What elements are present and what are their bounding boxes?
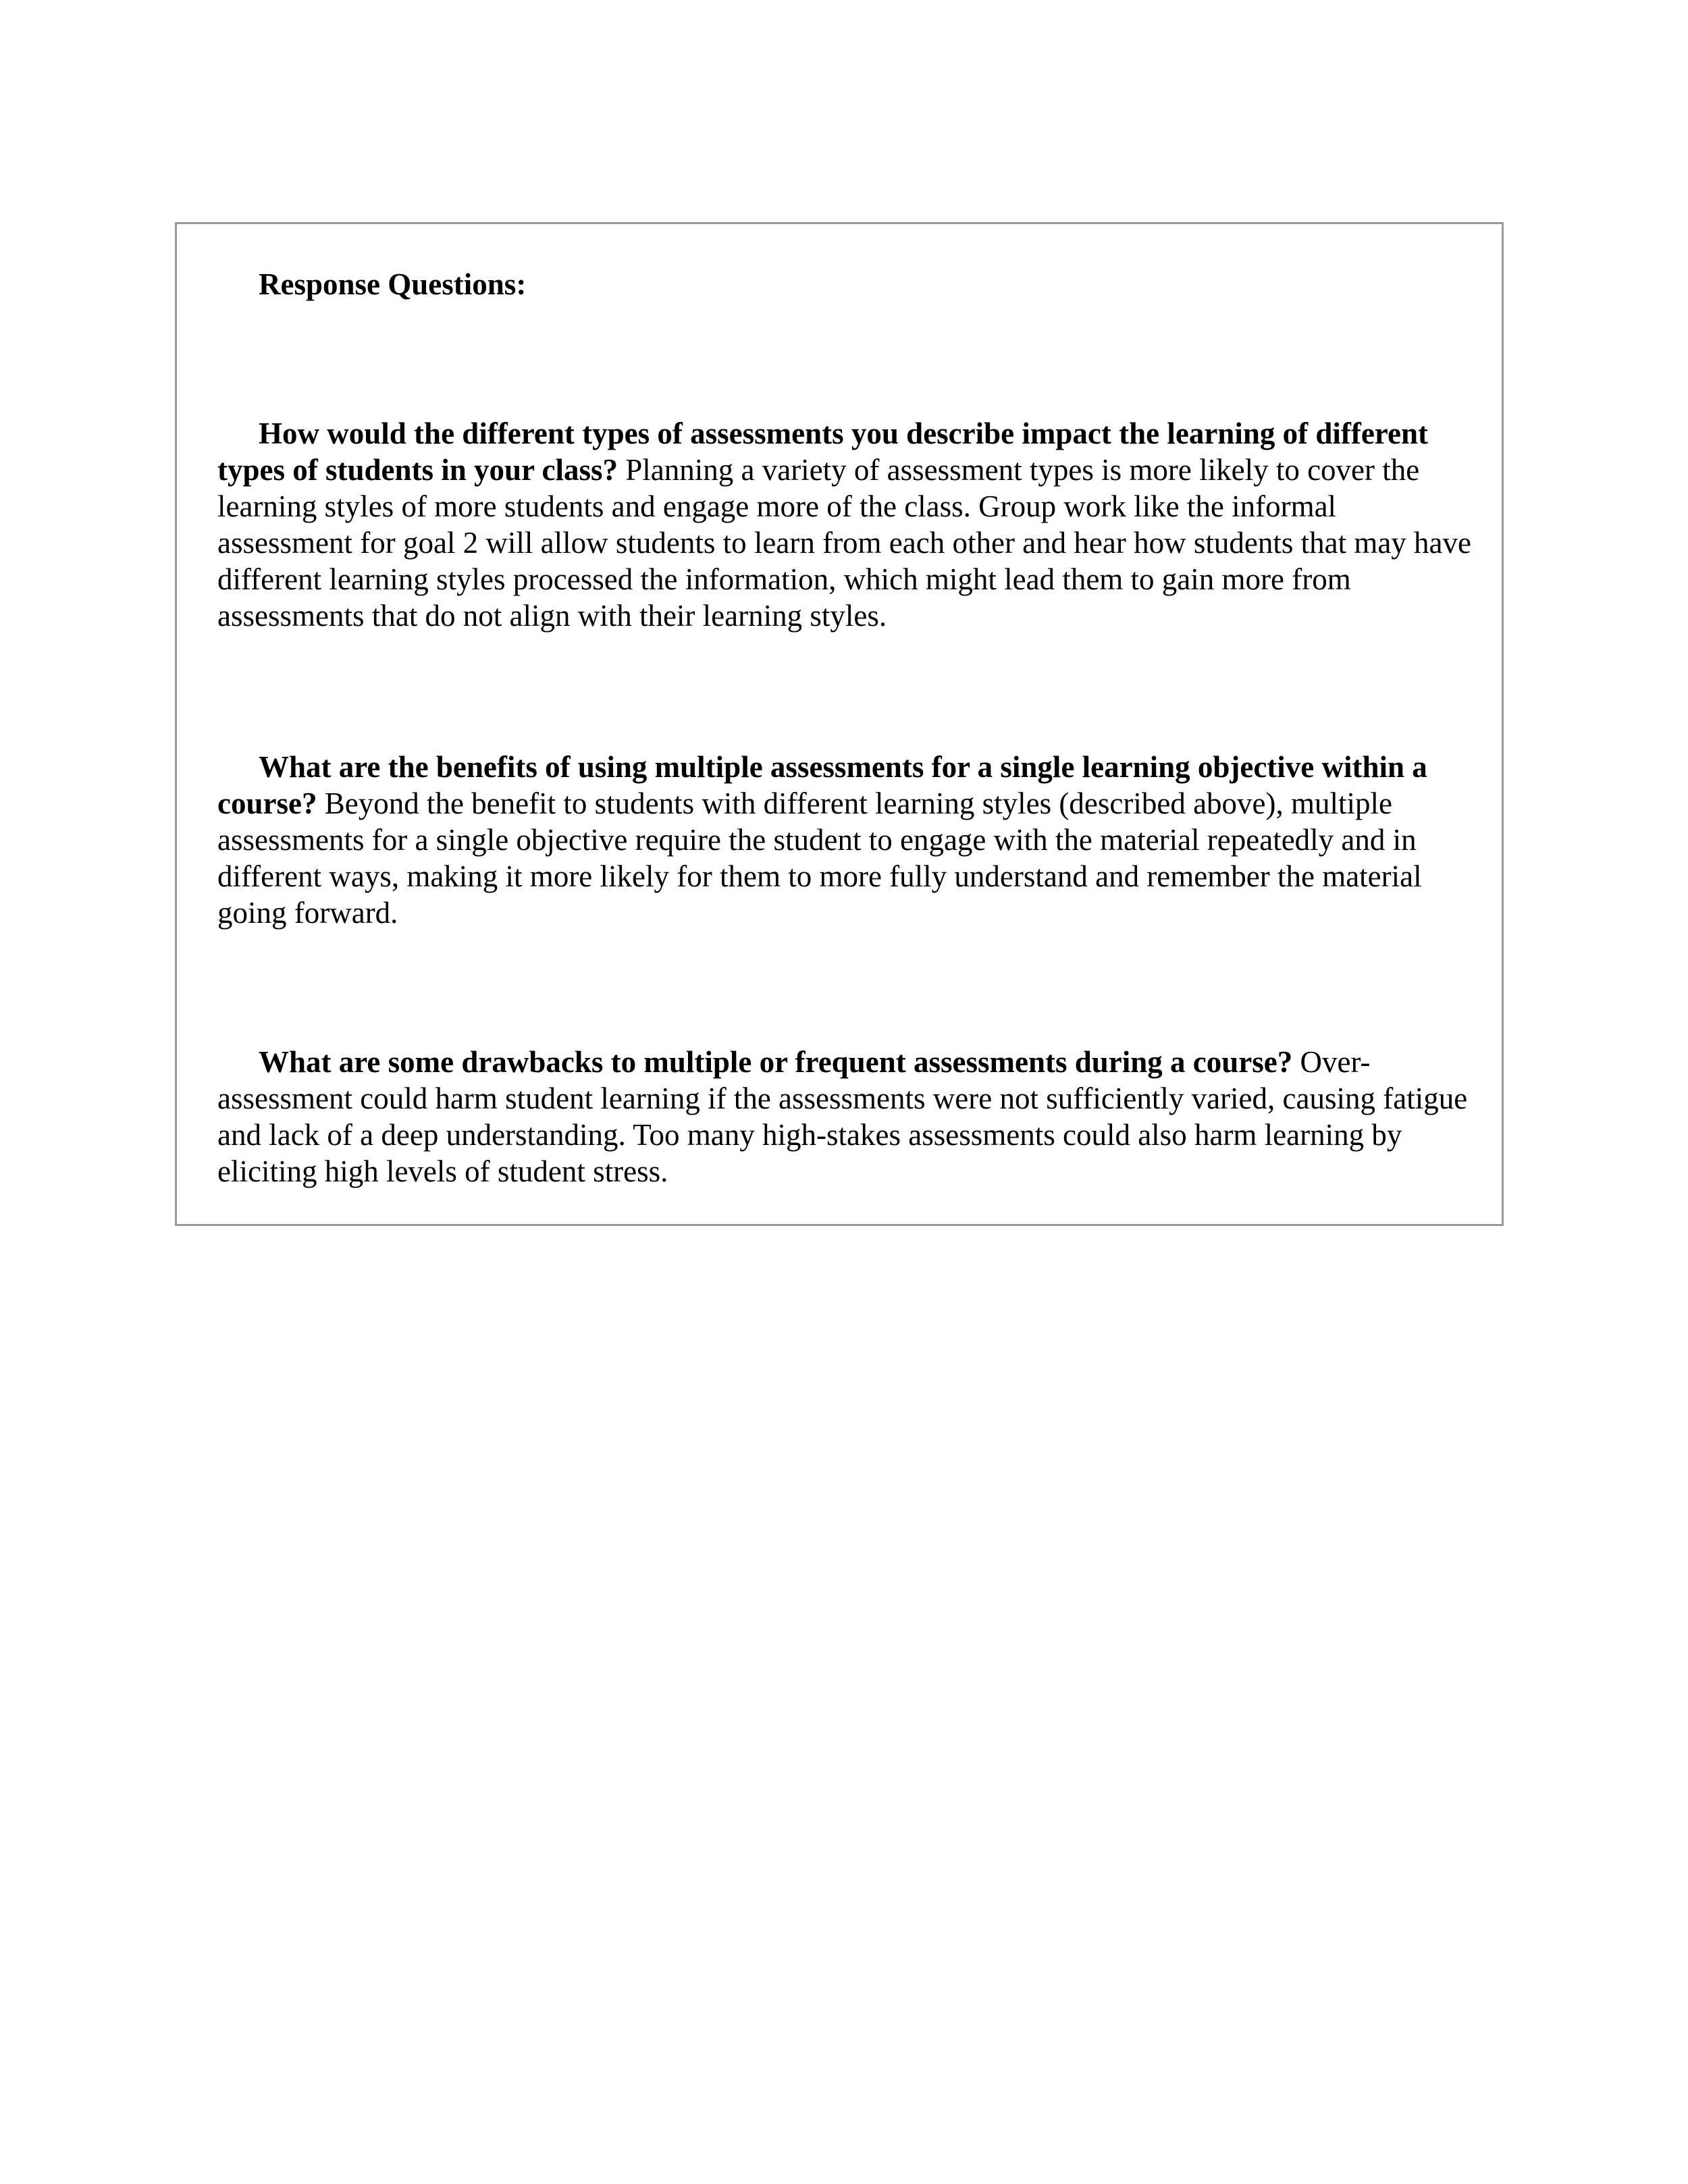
- question-text: How would the different types of assessments you describe impact the learning of different types of students in your class?: [217, 417, 1428, 487]
- answer-text: Beyond the benefit to students with different learning styles (described above), multiple assessments for a single objective require the student to engage with the material repeatedly and in different ways, making it more likely for them to more fully understand and remember the material going forward.: [217, 787, 1422, 930]
- question-text: What are the benefits of using multiple assessments for a single learning objective within a course?: [217, 750, 1427, 820]
- question-block-2: [217, 749, 1473, 931]
- answer-text: Planning a variety of assessment types is more likely to cover the learning styles of more students and engage more of the class. Group work like the informal assessment for goal 2 will allow students to learn from each other and hear how students that may have different learning styles processed the information, which might lead them to gain more from assessments that do not align with their learning styles.: [217, 453, 1471, 633]
- section-heading: Response Questions:: [259, 267, 527, 301]
- question-block-3: [217, 1044, 1473, 1190]
- question-text: What are some drawbacks to multiple or frequent assessments during a course?: [259, 1045, 1293, 1079]
- question-block-1: [217, 415, 1473, 634]
- response-questions-box: [175, 222, 1504, 1226]
- answer-text: Over-assessment could harm student learning if the assessments were not sufficiently varied, causing fatigue and lack of a deep understanding. Too many high-stakes assessments could also harm learning by eliciting high levels of student stress.: [217, 1045, 1468, 1188]
